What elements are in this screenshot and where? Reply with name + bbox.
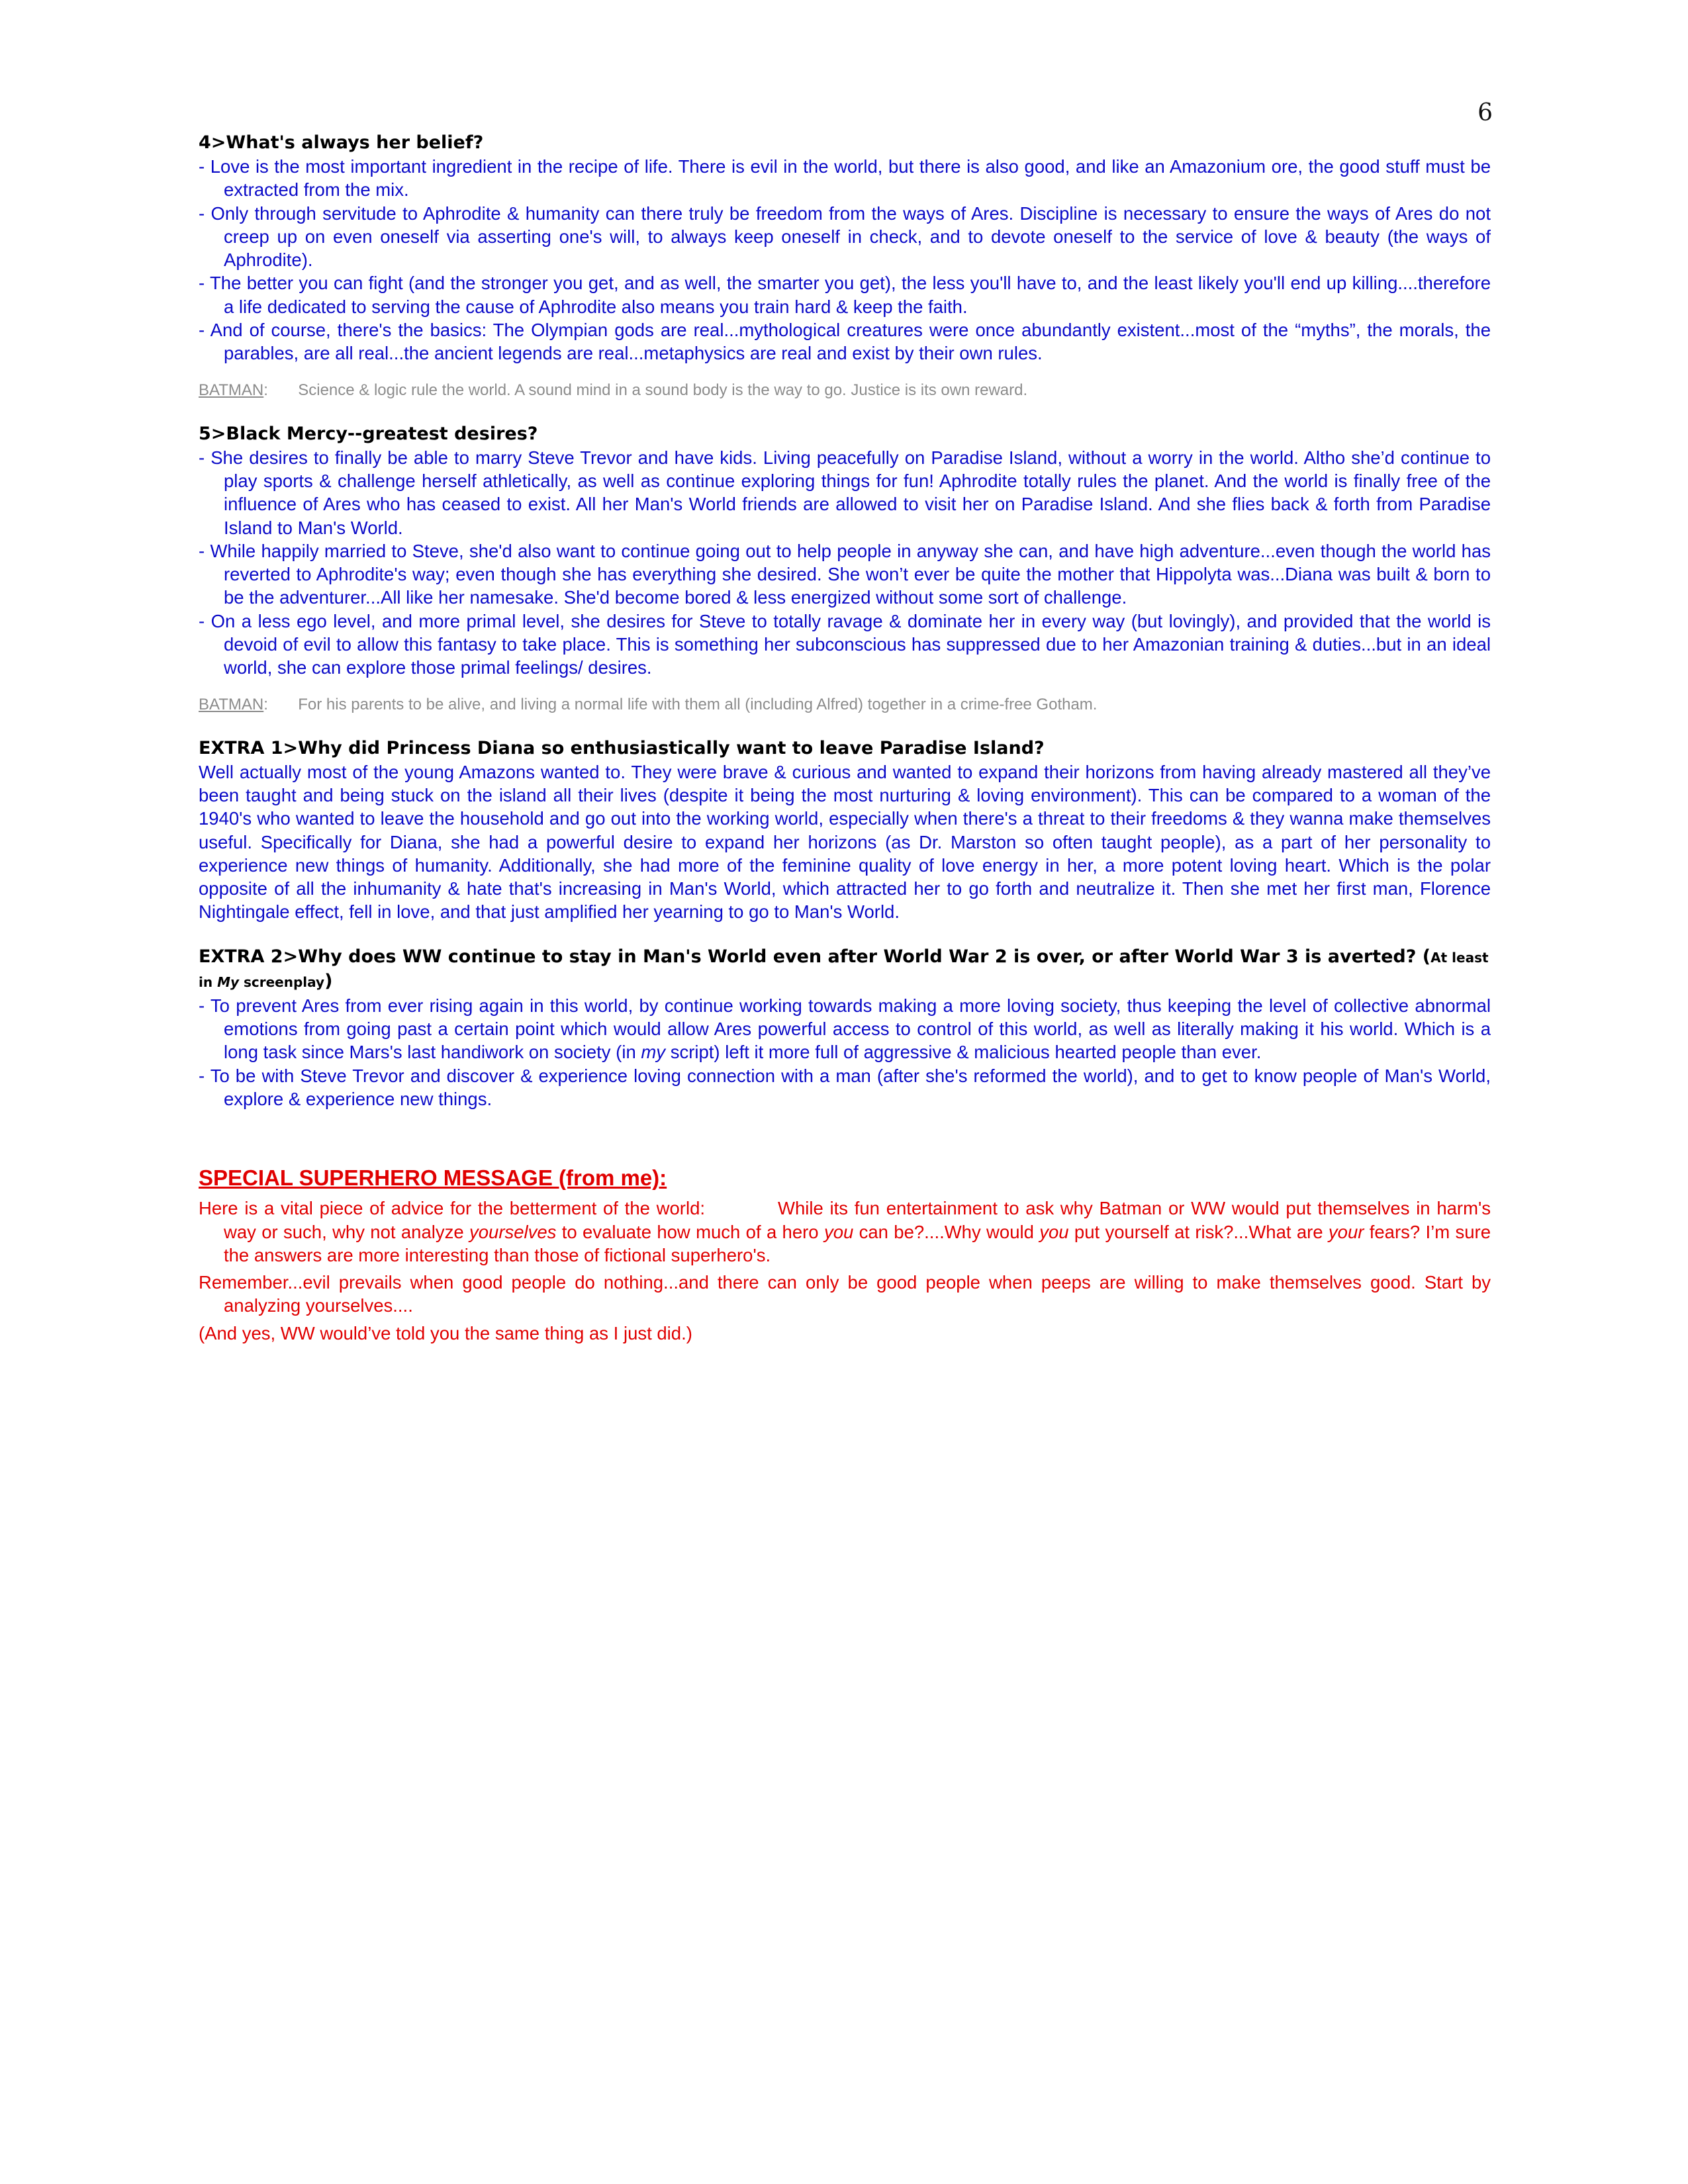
extra2-heading — [199, 945, 1491, 994]
q5-bullet-1: - She desires to finally be able to marry Steve Trevor and have kids. Living peacefully on Paradise Island, without a worry in the world. Altho she’d continue to play sports & challenge herself athletically, as well as continue exploring things for fun! Aphrodite totally rules the planet. And the world is finally free of the influence of Ares who has ceased to exist. All her Man's World friends are allowed to visit her on Paradise Island. And she flies back & forth from Paradise Island to Man's World. — [199, 447, 1491, 538]
q5-bullet-2: - While happily married to Steve, she'd also want to continue going out to help people in anyway she can, and have high adventure...even though the world has reverted to Aphrodite's way; even though she has everything she desired. She won’t ever be quite the mother that Hippolyta was...Diana was built & born to be the adventurer...All like her namesake. She'd become bored & less energized without some sort of challenge. — [199, 540, 1491, 608]
q5-bullet-3: - On a less ego level, and more primal level, she desires for Steve to totally ravage & dominate her in every way (but lovingly), and provided that the world is devoid of evil to allow this fantasy to take place. This is something her subconscious has suppressed due to her Amazonian training & duties...but in an ideal world, she can explore those primal feelings/ desires. — [199, 610, 1491, 678]
page-number: 6 — [1477, 99, 1493, 126]
special-p1-italic: yourselves — [469, 1221, 557, 1242]
special-paragraphs — [199, 1197, 1491, 1345]
q4-bullet-1: - Love is the most important ingredient in the recipe of life. There is evil in the world, but there is also good, and like an Amazonium ore, the good stuff must be extracted from the mix. — [199, 156, 1491, 201]
batman-text: For his parents to be alive, and living a normal life with them all (including Alfred) together in a crime-free Gotham. — [298, 695, 1098, 713]
special-p1-text: to evaluate how much of a hero — [556, 1221, 824, 1242]
batman-label: BATMAN — [199, 381, 264, 399]
document-body — [199, 131, 1491, 1349]
special-p1-text: put yourself at risk?...What are — [1068, 1221, 1329, 1242]
special-p1-italic: you — [1039, 1221, 1069, 1242]
extra2-heading-main: EXTRA 2>Why does WW continue to stay in Man's World even after World War 2 is over, or after World War 3 is averted? ( — [199, 946, 1431, 967]
extra2-bullets — [199, 994, 1491, 1111]
extra2-bullet-2: - To be with Steve Trevor and discover & experience loving connection with a man (after she's reformed the world), and to get to know people of Man's World, explore & experience new things. — [199, 1065, 1491, 1109]
batman-colon: : — [263, 381, 268, 399]
q4-bullet-3: - The better you can fight (and the stronger you get, and as well, the smarter you get), the less you'll have to, and the least likely you'll end up killing....therefore a life dedicated to serving the cause of Aphrodite also means you train hard & keep the faith. — [199, 273, 1491, 317]
special-title: SPECIAL SUPERHERO MESSAGE (from me): — [199, 1165, 667, 1191]
q4-bullet-2: - Only through servitude to Aphrodite & humanity can there truly be freedom from the ways of Ares. Discipline is necessary to ensure the ways of Ares do not creep up on even oneself via asserting one's will, to always keep oneself in check, and to devote oneself to the service of love & beauty (the ways of Aphrodite). — [199, 203, 1491, 271]
extra2-bullet-1-text: script) left it more full of aggressive & malicious hearted people than ever. — [665, 1042, 1262, 1063]
special-p1-text: fears? I’m sure the answers are more interesting than those of fictional superhero's. — [224, 1221, 1491, 1265]
q4-bullet-4: - And of course, there's the basics: The Olympian gods are real...mythological creatures were once abundantly existent...most of the “myths”, the morals, the parables, are all real...the ancient legends are real...metaphysics are real and exist by their own rules. — [199, 320, 1491, 364]
extra2-note-italic: My — [217, 974, 240, 990]
q4-batman-note — [199, 380, 1491, 401]
extra2-heading-close: ) — [324, 970, 333, 991]
special-p1-text: While its fun entertainment to ask why Batman or WW would put themselves in harm's way or such, why not analyze — [224, 1198, 1491, 1242]
extra2-bullet-1-text: - To prevent Ares from ever rising again in this world, by continue working towards making a more loving society, thus keeping the level of collective abnormal emotions from going past a certain point which would allow Ares powerful access to control of this world, as well as literally making it his world. Which is a long task since Mars's last handiwork on society (in — [199, 995, 1491, 1063]
extra1-paragraph: Well actually most of the young Amazons wanted to. They were brave & curious and wanted to expand their horizons from having already mastered all they’ve been taught and being stuck on the island all their lives (despite it being the most nurturing & loving environment). This can be compared to a woman of the 1940's who wanted to leave the household and go out into the working world, especially when there's a threat to their freedoms & they wanna make themselves useful. Specifically for Diana, she had a powerful desire to expand her horizons (as Dr. Marston so often taught people), as a part of her personality to experience new things of humanity. Additionally, she had more of the feminine quality of love energy in her, a more potent loving heart. Which is the polar opposite of all the inhumanity & hate that's increasing in Man's World, which attracted her to go forth and neutralize it. Then she met her first man, Florence Nightingale effect, fell in love, and that just amplified her yearning to go to Man's World. — [199, 761, 1491, 923]
batman-text: Science & logic rule the world. A sound mind in a sound body is the way to go. Justice is its own reward. — [298, 381, 1028, 399]
extra2-note-part: screenplay — [239, 974, 325, 990]
special-p1-text: can be?....Why would — [853, 1221, 1040, 1242]
q5-heading: 5>Black Mercy--greatest desires? — [199, 423, 538, 444]
section-extra2 — [199, 945, 1491, 1111]
batman-colon: : — [263, 695, 268, 713]
special-p1-text: Here is a vital piece of advice for the betterment of the world: — [199, 1198, 705, 1219]
extra2-note-part: At least in — [199, 949, 1489, 990]
extra1-heading: EXTRA 1>Why did Princess Diana so enthusiastically want to leave Paradise Island? — [199, 737, 1045, 758]
q4-bullets — [199, 155, 1491, 365]
section-q4 — [199, 131, 1491, 401]
batman-label: BATMAN — [199, 695, 264, 713]
special-paragraph-3: (And yes, WW would’ve told you the same thing as I just did.) — [199, 1322, 692, 1343]
section-special-message — [199, 1163, 1491, 1345]
q5-bullets — [199, 446, 1491, 680]
q5-batman-note — [199, 694, 1491, 715]
special-paragraph-2: Remember...evil prevails when good people do nothing...and there can only be good people when peeps are willing to make themselves good. Start by analyzing yourselves.... — [199, 1272, 1491, 1316]
special-p1-italic: you — [823, 1221, 854, 1242]
section-q5 — [199, 422, 1491, 715]
special-paragraph-1 — [199, 1197, 1491, 1267]
q4-heading: 4>What's always her belief? — [199, 132, 484, 153]
section-extra1 — [199, 737, 1491, 924]
extra2-bullet-1-italic: my — [641, 1042, 666, 1063]
special-p1-italic: your — [1328, 1221, 1364, 1242]
extra2-bullet-1 — [199, 994, 1491, 1064]
